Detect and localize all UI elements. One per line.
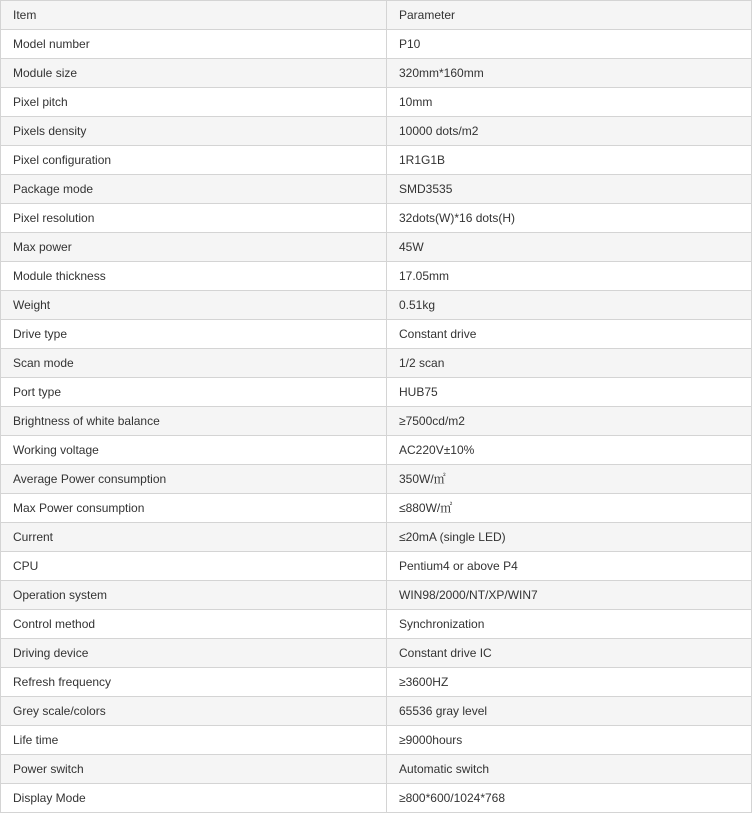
parameter-cell: ≤880W/㎡ [387, 494, 752, 523]
item-cell: Pixel pitch [1, 88, 387, 117]
parameter-cell: ≥3600HZ [387, 668, 752, 697]
table-row [1, 349, 752, 378]
parameter-cell: SMD3535 [387, 175, 752, 204]
item-cell: Life time [1, 726, 387, 755]
item-cell: Grey scale/colors [1, 697, 387, 726]
table-row [1, 378, 752, 407]
table-row [1, 697, 752, 726]
table-row [1, 436, 752, 465]
table-row [1, 668, 752, 697]
item-cell: Pixel configuration [1, 146, 387, 175]
item-cell: Display Mode [1, 784, 387, 813]
table-row [1, 610, 752, 639]
table-row [1, 291, 752, 320]
parameter-cell: 10mm [387, 88, 752, 117]
parameter-cell: 1R1G1B [387, 146, 752, 175]
parameter-cell: P10 [387, 30, 752, 59]
item-cell: Max Power consumption [1, 494, 387, 523]
item-cell: Driving device [1, 639, 387, 668]
item-cell: Refresh frequency [1, 668, 387, 697]
parameter-cell: 1/2 scan [387, 349, 752, 378]
item-cell: Brightness of white balance [1, 407, 387, 436]
item-cell: Control method [1, 610, 387, 639]
item-cell: Drive type [1, 320, 387, 349]
table-row [1, 88, 752, 117]
table-row [1, 262, 752, 291]
table-row [1, 204, 752, 233]
parameter-cell: ≥7500cd/m2 [387, 407, 752, 436]
parameter-cell: 10000 dots/m2 [387, 117, 752, 146]
table-row [1, 494, 752, 523]
parameter-cell: 65536 gray level [387, 697, 752, 726]
table-row [1, 581, 752, 610]
item-cell: Package mode [1, 175, 387, 204]
parameter-cell: 350W/㎡ [387, 465, 752, 494]
table-row [1, 320, 752, 349]
parameter-cell: ≥9000hours [387, 726, 752, 755]
parameter-cell: Automatic switch [387, 755, 752, 784]
spec-table-body [1, 1, 752, 813]
table-row [1, 465, 752, 494]
header-parameter-cell: Parameter [387, 1, 752, 30]
item-cell: Power switch [1, 755, 387, 784]
parameter-cell: 0.51kg [387, 291, 752, 320]
parameter-cell: ≥800*600/1024*768 [387, 784, 752, 813]
table-header-row [1, 1, 752, 30]
table-row [1, 30, 752, 59]
table-row [1, 146, 752, 175]
table-row [1, 523, 752, 552]
table-row [1, 117, 752, 146]
table-row [1, 552, 752, 581]
table-row [1, 233, 752, 262]
item-cell: Module size [1, 59, 387, 88]
table-row [1, 784, 752, 813]
table-row [1, 726, 752, 755]
table-row [1, 407, 752, 436]
table-row [1, 175, 752, 204]
parameter-cell: 45W [387, 233, 752, 262]
item-cell: Operation system [1, 581, 387, 610]
item-cell: Pixels density [1, 117, 387, 146]
table-row [1, 639, 752, 668]
parameter-cell: 32dots(W)*16 dots(H) [387, 204, 752, 233]
item-cell: CPU [1, 552, 387, 581]
item-cell: Port type [1, 378, 387, 407]
parameter-cell: ≤20mA (single LED) [387, 523, 752, 552]
parameter-cell: 17.05mm [387, 262, 752, 291]
parameter-cell: 320mm*160mm [387, 59, 752, 88]
item-cell: Current [1, 523, 387, 552]
parameter-cell: Pentium4 or above P4 [387, 552, 752, 581]
parameter-cell: AC220V±10% [387, 436, 752, 465]
parameter-cell: Synchronization [387, 610, 752, 639]
table-row [1, 755, 752, 784]
table-row [1, 59, 752, 88]
item-cell: Scan mode [1, 349, 387, 378]
item-cell: Weight [1, 291, 387, 320]
parameter-cell: Constant drive IC [387, 639, 752, 668]
parameter-cell: Constant drive [387, 320, 752, 349]
item-cell: Max power [1, 233, 387, 262]
item-cell: Pixel resolution [1, 204, 387, 233]
parameter-cell: WIN98/2000/NT/XP/WIN7 [387, 581, 752, 610]
item-cell: Model number [1, 30, 387, 59]
item-cell: Average Power consumption [1, 465, 387, 494]
parameter-cell: HUB75 [387, 378, 752, 407]
header-item-cell: Item [1, 1, 387, 30]
item-cell: Module thickness [1, 262, 387, 291]
item-cell: Working voltage [1, 436, 387, 465]
